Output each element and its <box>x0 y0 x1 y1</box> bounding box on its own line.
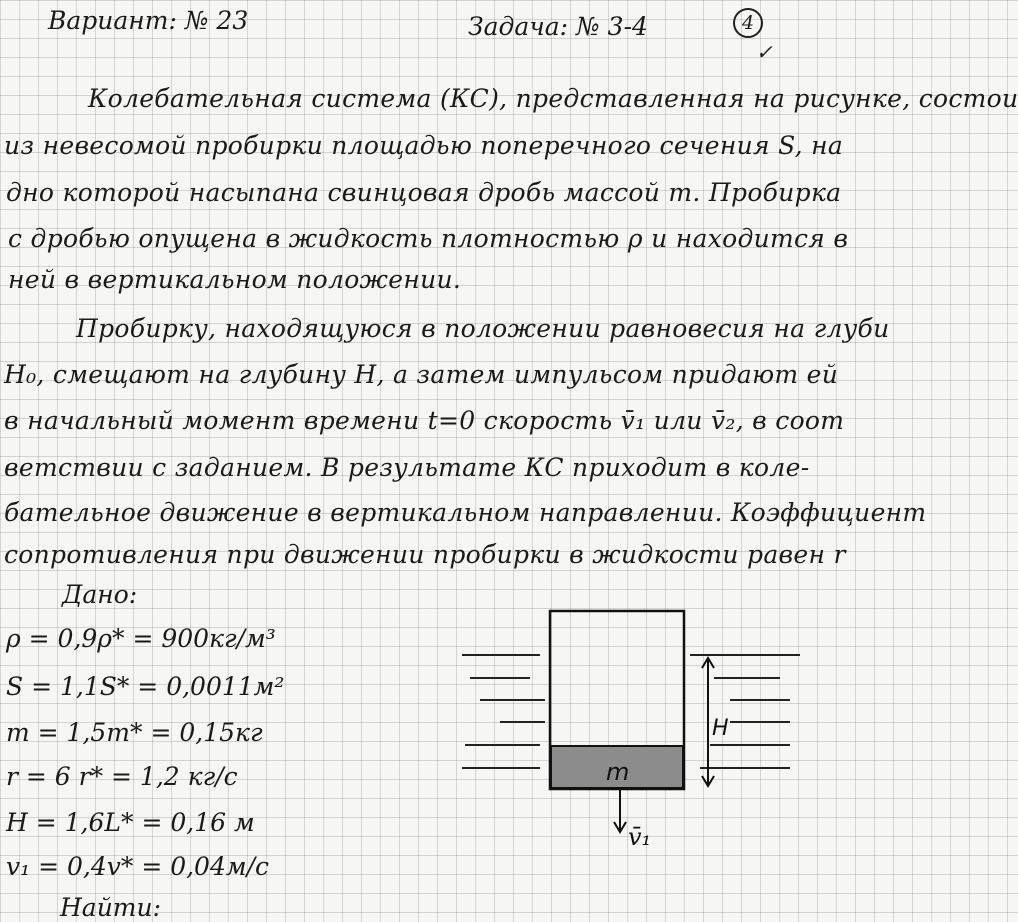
given-item: v₁ = 0,4v* = 0,04м/с <box>6 852 270 881</box>
text-line: дно которой насыпана свинцовая дробь массой m. Пробирка <box>6 178 842 207</box>
text-line: из невесомой пробирки площадью поперечного сечения S, на <box>4 131 844 160</box>
velocity-arrow <box>614 790 626 832</box>
text-line: с дробью опущена в жидкость плотностью ρ и находится в <box>8 224 849 253</box>
given-item: ρ = 0,9ρ* = 900кг/м³ <box>6 624 276 653</box>
given-item: H = 1,6L* = 0,16 м <box>6 808 255 837</box>
given-item: r = 6 r* = 1,2 кг/с <box>6 762 238 791</box>
text-line: H₀, смещают на глубину H, а затем импульсом придают ей <box>4 360 839 389</box>
text-line: бательное движение в вертикальном направлении. Коэффициент <box>4 498 927 527</box>
text-line: сопротивления при движении пробирки в жидкости равен r <box>4 540 846 569</box>
text-line: ней в вертикальном положении. <box>8 265 462 294</box>
page-number: 4 <box>733 8 763 38</box>
given-item: m = 1,5m* = 0,15кг <box>6 718 263 747</box>
given-item: S = 1,1S* = 0,0011м² <box>6 672 285 701</box>
text-line: ветствии с заданием. В результате КС приходит в коле- <box>4 453 810 482</box>
task-label: Задача: № 3-4 <box>468 12 648 41</box>
velocity-label: v̄₁ <box>628 823 652 851</box>
mass-label: m <box>606 758 630 786</box>
find-title: Найти: <box>60 893 162 922</box>
text-line: в начальный момент времени t=0 скорость v̄₁ или v̄₂, в соот <box>4 406 845 435</box>
text-line: Пробирку, находящуюся в положении равновесия на глуби <box>76 314 890 343</box>
text-line: Колебательная система (КС), представленная на рисунке, состои <box>88 84 1018 113</box>
checkmark-icon: ✓ <box>756 40 773 64</box>
variant-label: Вариант: № 23 <box>48 6 249 35</box>
depth-label: H <box>712 716 729 741</box>
given-title: Дано: <box>62 580 138 609</box>
